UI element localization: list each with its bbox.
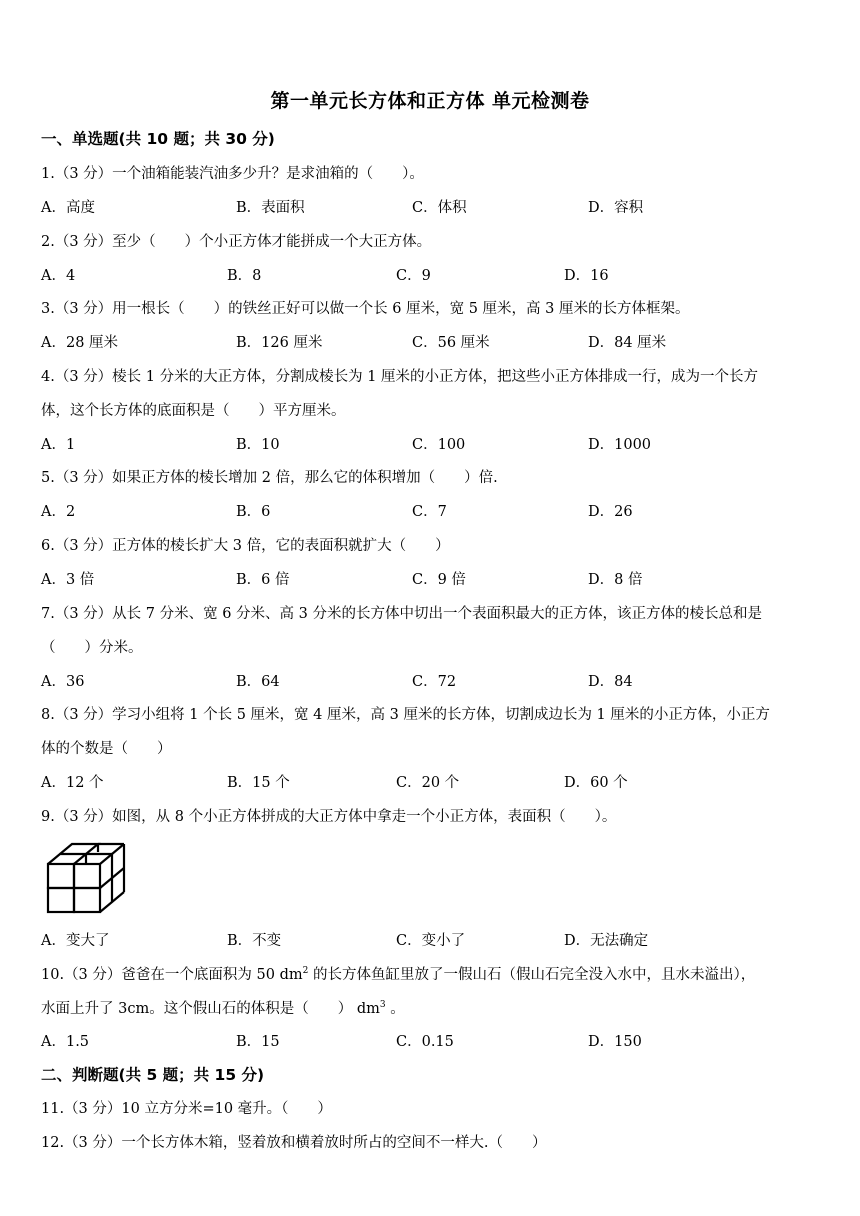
option-b: B．15 (236, 1034, 280, 1050)
question-10-continued (41, 997, 405, 1018)
section-heading-true-false: 二、判断题(共 5 题；共 15 分) (41, 1066, 265, 1084)
option-b: B．不变 (227, 933, 282, 949)
option-b: B．10 (236, 437, 280, 453)
option-a: A．28 厘米 (41, 335, 119, 351)
question-10-part-d: 。 (385, 1001, 405, 1017)
option-b: B．表面积 (236, 200, 305, 216)
question-8-continued: 体的个数是（ ） (41, 741, 172, 757)
option-b: B．6 倍 (236, 572, 290, 588)
option-d: D．容积 (588, 200, 644, 216)
question-3: 3.（3 分）用一根长（ ）的铁丝正好可以做一个长 6 厘米，宽 5 厘米，高 3 厘米的长方体框架。 (41, 301, 690, 317)
question-1: 1.（3 分）一个油箱能装汽油多少升？是求油箱的（ ）。 (41, 166, 424, 182)
question-10-part-a: 10.（3 分）爸爸在一个底面积为 50 (41, 967, 280, 983)
option-b: B．6 (236, 504, 271, 520)
option-b: B．126 厘米 (236, 335, 323, 351)
option-a: A．36 (41, 674, 85, 690)
option-c: C．0.15 (396, 1034, 454, 1050)
option-a: A．1 (41, 437, 76, 453)
option-a: A．4 (41, 268, 76, 284)
option-d: D．8 倍 (588, 572, 643, 588)
question-11: 11.（3 分）10 立方分米=10 毫升。（ ） (41, 1101, 332, 1117)
option-c: C．体积 (412, 200, 467, 216)
option-c: C．56 厘米 (412, 335, 490, 351)
question-7-continued: （ ）分米。 (41, 640, 143, 656)
question-7: 7.（3 分）从长 7 分米、宽 6 分米、高 3 分米的长方体中切出一个表面积最大的正方体，该正方体的棱长总和是 (41, 606, 762, 622)
option-d: D．150 (588, 1034, 642, 1050)
question-4-continued: 体，这个长方体的底面积是（ ）平方厘米。 (41, 403, 346, 419)
question-10-part-b: 的长方体鱼缸里放了一假山石（假山石完全没入水中，且水未溢出）， (308, 967, 756, 983)
section-heading-single-choice: 一、单选题(共 10 题；共 30 分) (41, 130, 275, 148)
question-9: 9.（3 分）如图，从 8 个小正方体拼成的大正方体中拿走一个小正方体，表面积（ ）。 (41, 809, 617, 825)
option-b: B．15 个 (227, 775, 290, 791)
question-12: 12.（3 分）一个长方体木箱，竖着放和横着放时所占的空间不一样大.（ ） (41, 1135, 547, 1151)
option-c: C．9 倍 (412, 572, 466, 588)
option-d: D．无法确定 (564, 933, 649, 949)
page-title: 第一单元长方体和正方体 单元检测卷 (270, 90, 590, 112)
option-a: A．3 倍 (41, 572, 95, 588)
question-10-part-c: 水面上升了 3cm。这个假山石的体积是（ ） (41, 1001, 357, 1017)
question-6: 6.（3 分）正方体的棱长扩大 3 倍，它的表面积就扩大（ ） (41, 538, 450, 554)
question-5: 5.（3 分）如果正方体的棱长增加 2 倍，那么它的体积增加（ ）倍. (41, 470, 498, 486)
question-2: 2.（3 分）至少（ ）个小正方体才能拼成一个大正方体。 (41, 234, 432, 250)
option-d: D．60 个 (564, 775, 628, 791)
option-d: D．26 (588, 504, 633, 520)
question-8: 8.（3 分）学习小组将 1 个长 5 厘米，宽 4 厘米，高 3 厘米的长方体，切割成边长为 1 厘米的小正方体，小正方 (41, 707, 770, 723)
option-a: A．2 (41, 504, 76, 520)
option-d: D．1000 (588, 437, 652, 453)
option-c: C．72 (412, 674, 457, 690)
option-a: A．变大了 (41, 933, 110, 949)
exponent: 2 (302, 966, 309, 977)
option-c: C．9 (396, 268, 431, 284)
exponent: 3 (379, 1000, 386, 1011)
question-10 (41, 963, 755, 984)
unit-dm: dm (279, 967, 303, 983)
option-d: D．84 (588, 674, 633, 690)
option-c: C．7 (412, 504, 447, 520)
option-c: C．100 (412, 437, 466, 453)
option-d: D．84 厘米 (588, 335, 667, 351)
option-a: A．高度 (41, 200, 95, 216)
option-a: A．12 个 (41, 775, 104, 791)
option-b: B．64 (236, 674, 280, 690)
option-d: D．16 (564, 268, 609, 284)
option-c: C．20 个 (396, 775, 460, 791)
option-c: C．变小了 (396, 933, 466, 949)
option-b: B．8 (227, 268, 262, 284)
unit-dm: dm (356, 1001, 380, 1017)
option-a: A．1.5 (41, 1034, 90, 1050)
question-4: 4.（3 分）棱长 1 分米的大正方体，分割成棱长为 1 厘米的小正方体，把这些小正方体排成一行，成为一个长方 (41, 369, 759, 385)
cube-figure (46, 842, 126, 914)
